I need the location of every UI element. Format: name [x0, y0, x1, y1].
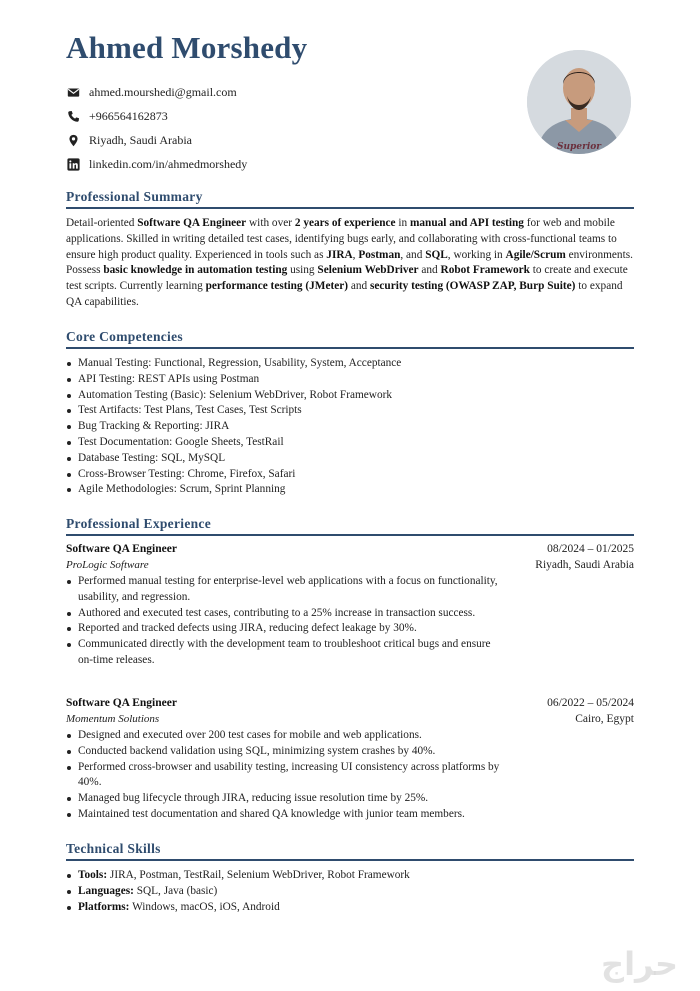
summary-text: Detail-oriented: [66, 217, 138, 229]
summary-keyword: SQL: [425, 248, 448, 261]
linkedin-icon: [66, 157, 80, 171]
competencies-heading: Core Competencies: [66, 329, 183, 344]
list-item: Cross-Browser Testing: Chrome, Firefox, Safari: [66, 467, 401, 483]
list-item: Designed and executed over 200 test cases for mobile and web applications.: [66, 728, 506, 744]
skill-value: JIRA, Postman, TestRail, Selenium WebDriver, Robot Framework: [107, 869, 410, 881]
summary-keyword: Software QA Engineer: [137, 217, 247, 229]
contact-location-text: Riyadh, Saudi Arabia: [89, 132, 192, 147]
summary-keyword: JIRA: [326, 248, 353, 261]
summary-heading: Professional Summary: [66, 189, 203, 204]
list-item: Maintained test documentation and shared QA knowledge with junior team members.: [66, 807, 506, 823]
summary-text: , working in: [447, 248, 506, 261]
skills-list: [66, 868, 410, 915]
list-item: Manual Testing: Functional, Regression, Usability, System, Acceptance: [66, 356, 401, 372]
list-item: Reported and tracked defects using JIRA, reducing defect leakage by 30%.: [66, 621, 506, 637]
photo-shirt-print: Superior: [557, 142, 601, 152]
skill-label: Languages:: [78, 884, 134, 897]
email-icon: [66, 85, 80, 99]
experience-heading: Professional Experience: [66, 516, 212, 531]
job-2-company: Momentum Solutions: [66, 713, 160, 725]
skill-value: Windows, macOS, iOS, Android: [129, 900, 280, 913]
contact-linkedin[interactable]: [66, 152, 247, 176]
summary-text: using: [287, 264, 318, 277]
contact-linkedin-text: linkedin.com/in/ahmedmorshedy: [89, 156, 248, 171]
contact-phone[interactable]: [66, 104, 247, 128]
list-item: Performed manual testing for enterprise-level web applications with a focus on functionality, usability, and regression.: [66, 574, 506, 606]
job-1-dates: 08/2024 – 01/2025: [547, 543, 634, 555]
experience-divider: [66, 534, 634, 536]
skill-value: SQL, Java (basic): [133, 884, 218, 897]
list-item: Test Artifacts: Test Plans, Test Cases, Test Scripts: [66, 403, 401, 419]
job-1-location: Riyadh, Saudi Arabia: [535, 559, 634, 571]
list-item: Bug Tracking & Reporting: JIRA: [66, 419, 401, 435]
job-1-bullets: [66, 574, 506, 669]
summary-keyword: Postman: [358, 248, 401, 261]
summary-keyword: performance testing (JMeter): [205, 280, 349, 293]
candidate-name: Ahmed Morshedy: [66, 30, 308, 65]
watermark: حراج: [601, 945, 678, 983]
summary-text: to expand QA capabilities.: [66, 280, 623, 308]
summary-keyword: 2 years of experience: [294, 217, 396, 229]
summary-paragraph: [66, 216, 636, 311]
skill-label: Platforms:: [78, 900, 130, 913]
summary-keyword: Agile/Scrum: [505, 248, 566, 261]
list-item: [66, 884, 410, 900]
summary-text: and: [418, 264, 441, 277]
skill-label: Tools:: [78, 869, 108, 881]
summary-text: environments. Possess: [66, 248, 633, 277]
summary-keyword: Selenium WebDriver: [317, 264, 419, 277]
list-item: Agile Methodologies: Scrum, Sprint Planning: [66, 482, 401, 498]
job-2-location: Cairo, Egypt: [575, 713, 634, 725]
location-pin-icon: [66, 133, 80, 147]
list-item: Performed cross-browser and usability testing, increasing UI consistency across platforms by 40%.: [66, 760, 506, 792]
list-item: [66, 900, 410, 916]
summary-text: to create and execute test scripts. Currently learning: [66, 264, 628, 293]
contact-location: [66, 128, 247, 152]
contact-list: [66, 80, 247, 176]
list-item: API Testing: REST APIs using Postman: [66, 372, 401, 388]
list-item: [66, 868, 410, 884]
job-1-title: Software QA Engineer: [66, 543, 177, 555]
summary-text: in: [395, 217, 410, 229]
list-item: Test Documentation: Google Sheets, TestRail: [66, 435, 401, 451]
list-item: Authored and executed test cases, contributing to a 25% increase in transaction success.: [66, 606, 506, 622]
summary-keyword: security testing (OWASP ZAP, Burp Suite): [370, 280, 576, 293]
summary-text: with over: [246, 217, 295, 229]
list-item: Conducted backend validation using SQL, minimizing system crashes by 40%.: [66, 744, 506, 760]
competencies-list: [66, 356, 401, 498]
list-item: Communicated directly with the development team to troubleshoot critical bugs and ensure on-time releases.: [66, 637, 506, 669]
job-2-dates: 06/2022 – 05/2024: [547, 697, 634, 709]
summary-text: ,: [352, 248, 359, 261]
contact-email-text: ahmed.mourshedi@gmail.com: [89, 84, 237, 99]
summary-keyword: manual and API testing: [409, 217, 524, 229]
summary-keyword: Robot Framework: [440, 264, 530, 277]
summary-keyword: basic knowledge in automation testing: [103, 264, 288, 277]
summary-text: for web and mobile applications. Skilled in writing detailed test cases, identifying bugs early, and collaborating with cross-functional teams to ensure high product quality. Experienced in tools such as: [66, 217, 617, 261]
profile-photo: [527, 50, 631, 154]
phone-icon: [66, 109, 80, 123]
summary-text: , and: [400, 248, 426, 261]
competencies-divider: [66, 347, 634, 349]
list-item: Database Testing: SQL, MySQL: [66, 451, 401, 467]
skills-heading: Technical Skills: [66, 841, 161, 856]
job-2-bullets: [66, 728, 506, 823]
contact-email[interactable]: [66, 80, 247, 104]
contact-phone-text: +966564162873: [89, 108, 168, 123]
job-2-title: Software QA Engineer: [66, 697, 177, 709]
summary-divider: [66, 207, 634, 209]
skills-divider: [66, 859, 634, 861]
summary-text: and: [348, 280, 370, 293]
list-item: Automation Testing (Basic): Selenium WebDriver, Robot Framework: [66, 388, 401, 404]
list-item: Managed bug lifecycle through JIRA, reducing issue resolution time by 25%.: [66, 791, 506, 807]
job-1-company: ProLogic Software: [66, 559, 149, 571]
